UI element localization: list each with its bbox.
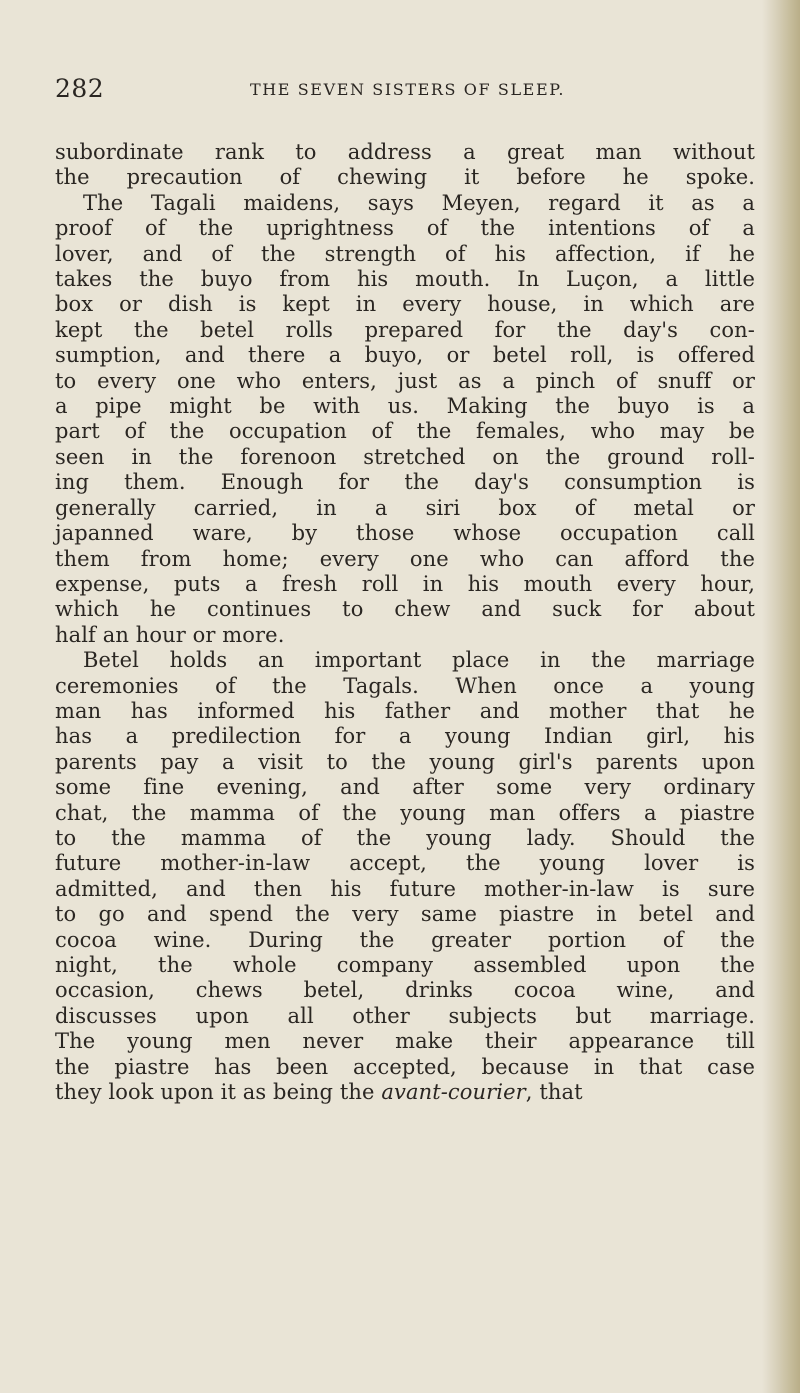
text-line: the piastre has been accepted, because in that case <box>55 1054 755 1079</box>
text-line: to go and spend the very same piastre in betel and <box>55 902 755 927</box>
text-line: sumption, and there a buyo, or betel roll, is offered <box>55 343 755 368</box>
page-number: 282 <box>55 74 105 103</box>
text-line: which he continues to chew and suck for about <box>55 597 755 622</box>
final-line-after: , that <box>525 1080 583 1105</box>
page-edge-shadow <box>762 0 800 1393</box>
text-line: seen in the forenoon stretched on the ground roll- <box>55 444 755 469</box>
text-line: ceremonies of the Tagals. When once a young <box>55 673 755 698</box>
text-line: japanned ware, by those whose occupation call <box>55 521 755 546</box>
final-line-italic: avant-courier <box>381 1080 526 1105</box>
text-line: has a predilection for a young Indian girl, his <box>55 724 755 749</box>
text-line: man has informed his father and mother that he <box>55 698 755 723</box>
text-line: kept the betel rolls prepared for the day's con- <box>55 317 755 342</box>
text-line: chat, the mamma of the young man offers a piastre <box>55 800 755 825</box>
text-line: expense, puts a fresh roll in his mouth every hour, <box>55 571 755 596</box>
text-line: Betel holds an important place in the marriage <box>83 648 755 673</box>
text-line: to the mamma of the young lady. Should the <box>55 825 755 850</box>
text-line: generally carried, in a siri box of metal or <box>55 495 755 520</box>
text-line: half an hour or more. <box>55 622 285 647</box>
text-line: them from home; every one who can afford the <box>55 546 755 571</box>
text-line: future mother-in-law accept, the young lover is <box>55 851 755 876</box>
page-header <box>55 74 745 114</box>
text-line: subordinate rank to address a great man without <box>55 140 755 164</box>
final-line-before: they look upon it as being the <box>55 1080 382 1105</box>
text-line: The young men never make their appearance till <box>55 1029 755 1054</box>
text-lines <box>55 140 755 1080</box>
text-line: a pipe might be with us. Making the buyo is a <box>55 394 755 419</box>
text-line: occasion, chews betel, drinks cocoa wine, and <box>55 978 755 1003</box>
text-line: to every one who enters, just as a pinch of snuff or <box>55 368 755 393</box>
text-line: proof of the uprightness of the intentions of a <box>55 216 755 241</box>
text-line: box or dish is kept in every house, in which are <box>55 292 755 317</box>
text-line: part of the occupation of the females, who may be <box>55 419 755 444</box>
text-line: ing them. Enough for the day's consumption is <box>55 470 755 495</box>
text-line: parents pay a visit to the young girl's parents upon <box>55 749 755 774</box>
body-text <box>55 140 755 1105</box>
text-line: the precaution of chewing it before he spoke. <box>55 165 755 190</box>
text-line: night, the whole company assembled upon the <box>55 953 755 977</box>
text-line: cocoa wine. During the greater portion of the <box>55 927 755 952</box>
text-line: some fine evening, and after some very ordinary <box>55 775 755 800</box>
running-head: THE SEVEN SISTERS OF SLEEP. <box>249 80 566 99</box>
text-line-final <box>55 1080 755 1105</box>
text-line: takes the buyo from his mouth. In Luçon, a little <box>55 267 755 292</box>
text-line: lover, and of the strength of his affection, if he <box>55 241 755 266</box>
text-line: discusses upon all other subjects but marriage. <box>55 1003 755 1028</box>
text-line: admitted, and then his future mother-in-law is sure <box>55 876 755 901</box>
text-line: The Tagali maidens, says Meyen, regard it as a <box>83 190 755 215</box>
